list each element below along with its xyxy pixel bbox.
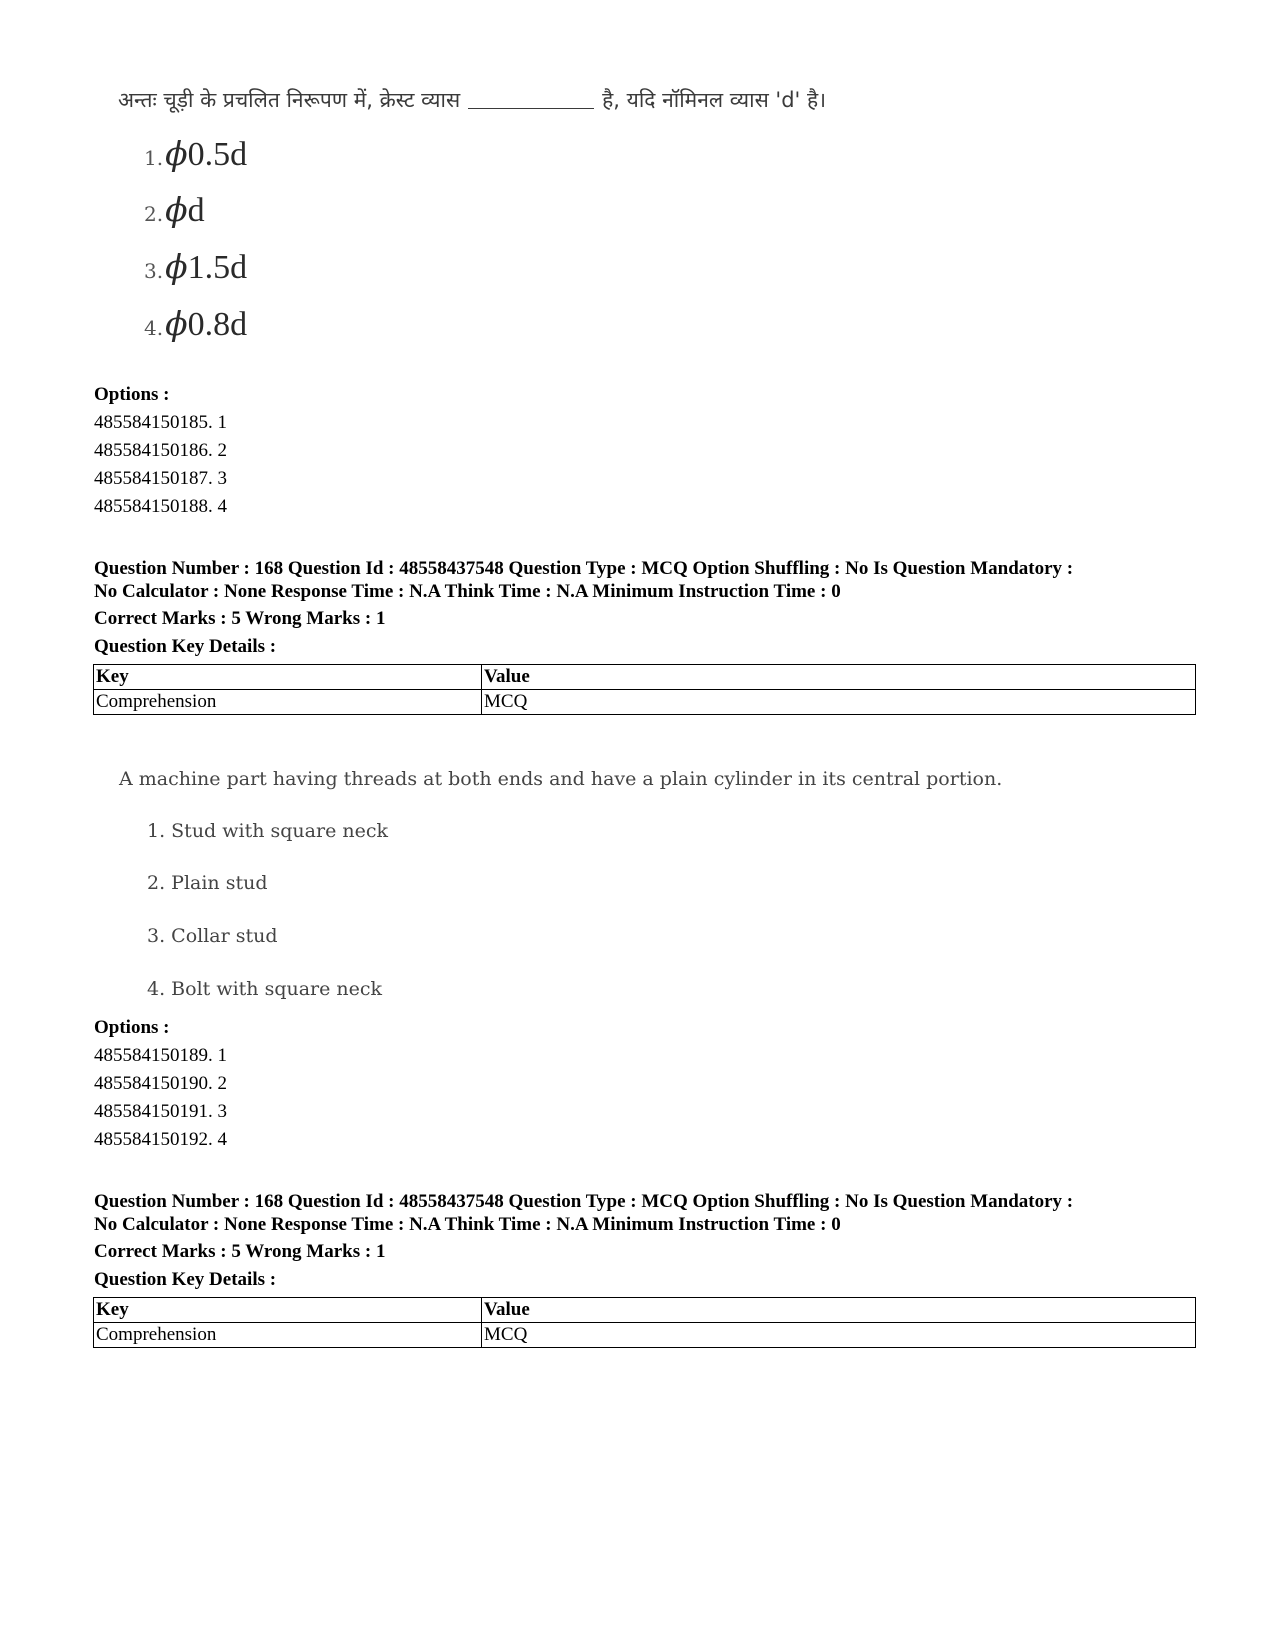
question-option-1: 1. Stud with square neck xyxy=(147,820,388,842)
question-option-3: 3. Collar stud xyxy=(147,925,278,947)
option-number: 2. xyxy=(144,202,164,226)
table-header-value: Value xyxy=(482,665,1196,690)
table-row xyxy=(94,690,1196,715)
phi-symbol: ϕ xyxy=(165,134,188,173)
table-cell-key: Comprehension xyxy=(94,690,482,715)
hindi-stem-part1: अन्तः चूड़ी के प्रचलित निरूपण में, क्रेस्ट व्यास xyxy=(118,88,461,112)
key-details-heading: Question Key Details : xyxy=(94,1269,277,1290)
question-meta-line-2: No Calculator : None Response Time : N.A Think Time : N.A Minimum Instruction Time : 0 xyxy=(94,1214,841,1235)
phi-option-2 xyxy=(144,190,205,230)
option-value: 1.5d xyxy=(187,249,248,286)
table-header-row xyxy=(94,665,1196,690)
key-details-table xyxy=(93,1297,1196,1348)
option-id-item: 485584150189. 1 xyxy=(94,1045,227,1066)
question-meta-line-2: No Calculator : None Response Time : N.A Think Time : N.A Minimum Instruction Time : 0 xyxy=(94,581,841,602)
key-details-heading: Question Key Details : xyxy=(94,636,277,657)
table-header-row xyxy=(94,1298,1196,1323)
question-option-4: 4. Bolt with square neck xyxy=(147,978,383,1000)
question-option-2: 2. Plain stud xyxy=(147,872,268,894)
option-id-item: 485584150188. 4 xyxy=(94,496,227,517)
hindi-stem-part2: है, यदि नॉमिनल व्यास 'd' है। xyxy=(602,88,827,112)
phi-option-3 xyxy=(144,247,247,287)
option-id-item: 485584150187. 3 xyxy=(94,468,227,489)
question-stem: A machine part having threads at both ends and have a plain cylinder in its central portion. xyxy=(119,768,1003,790)
question-meta-line-1: Question Number : 168 Question Id : 48558437548 Question Type : MCQ Option Shuffling : No Is Question Mandatory : xyxy=(94,1191,1074,1212)
table-header-key: Key xyxy=(94,665,482,690)
table-row xyxy=(94,1323,1196,1348)
phi-option-1 xyxy=(144,134,247,174)
table-cell-value: MCQ xyxy=(482,690,1196,715)
question-meta xyxy=(94,557,1204,603)
table-cell-key: Comprehension xyxy=(94,1323,482,1348)
option-value: d xyxy=(187,192,205,229)
marks-line: Correct Marks : 5 Wrong Marks : 1 xyxy=(94,1241,386,1262)
question-meta xyxy=(94,1190,1204,1236)
option-id-item: 485584150192. 4 xyxy=(94,1129,227,1150)
option-id-item: 485584150185. 1 xyxy=(94,412,227,433)
table-header-key: Key xyxy=(94,1298,482,1323)
option-number: 3. xyxy=(144,259,164,283)
phi-option-4 xyxy=(144,304,247,344)
option-id-item: 485584150191. 3 xyxy=(94,1101,227,1122)
phi-symbol: ϕ xyxy=(165,190,188,229)
option-number: 4. xyxy=(144,316,164,340)
option-id-item: 485584150190. 2 xyxy=(94,1073,227,1094)
option-number: 1. xyxy=(144,146,164,170)
answer-blank xyxy=(468,108,594,109)
table-header-value: Value xyxy=(482,1298,1196,1323)
key-details-table xyxy=(93,664,1196,715)
phi-symbol: ϕ xyxy=(165,247,188,286)
question-meta-line-1: Question Number : 168 Question Id : 48558437548 Question Type : MCQ Option Shuffling : No Is Question Mandatory : xyxy=(94,558,1074,579)
options-heading: Options : xyxy=(94,1017,170,1038)
marks-line: Correct Marks : 5 Wrong Marks : 1 xyxy=(94,608,386,629)
phi-symbol: ϕ xyxy=(165,304,188,343)
option-id-item: 485584150186. 2 xyxy=(94,440,227,461)
table-cell-value: MCQ xyxy=(482,1323,1196,1348)
hindi-question-stem xyxy=(118,86,826,114)
option-value: 0.5d xyxy=(187,136,248,173)
option-value: 0.8d xyxy=(187,306,248,343)
options-heading: Options : xyxy=(94,384,170,405)
